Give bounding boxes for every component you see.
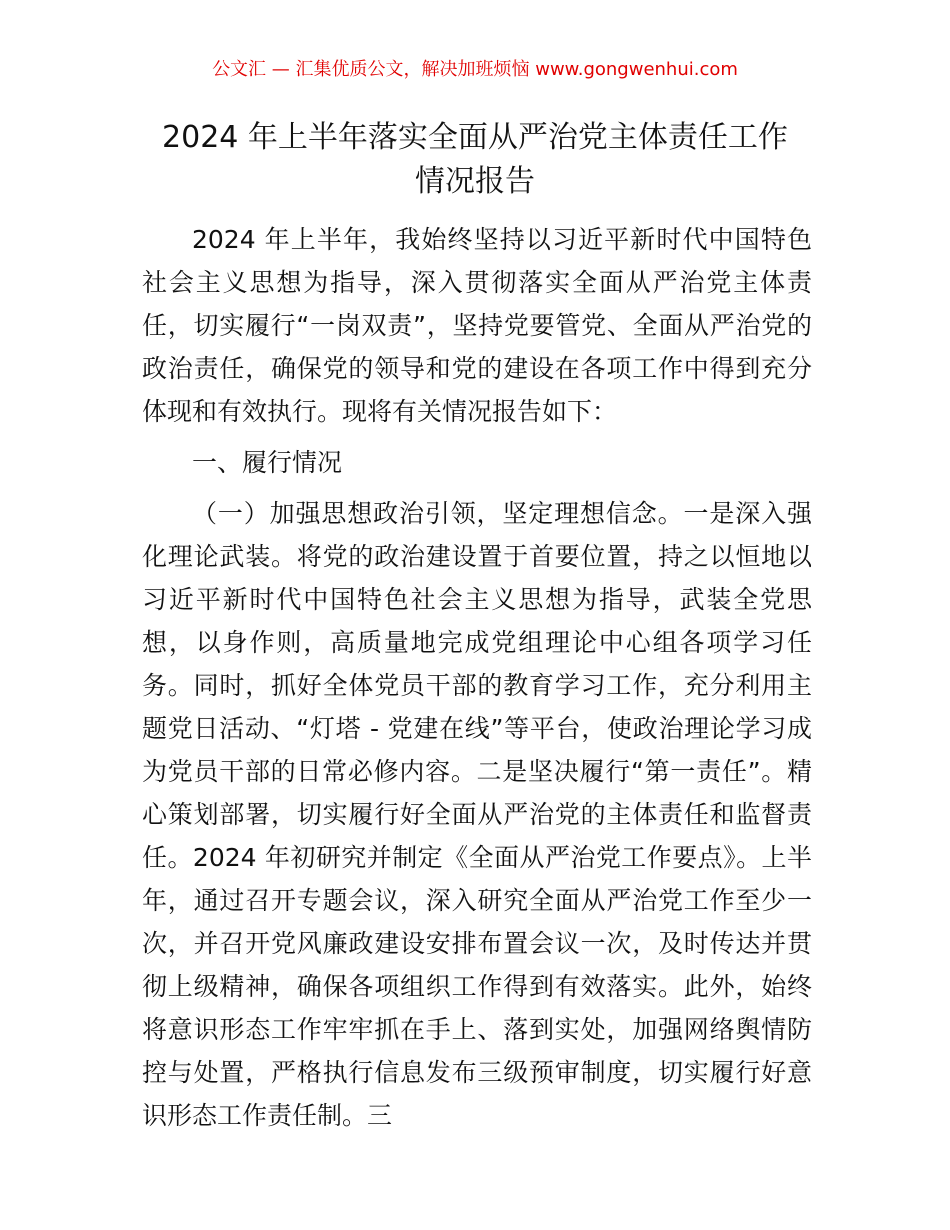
document-title-line-1: 2024 年上半年落实全面从严治党主体责任工作 (162, 120, 788, 155)
intro-paragraph: 2024 年上半年，我始终坚持以习近平新时代中国特色社会主义思想为指导，深入贯彻落实全面从严治党主体责任，切实履行“一岗双责”，坚持党要管党、全面从严治党的政治责任，确保党的领导和党的建设在各项工作中得到充分体现和有效执行。现将有关情况报告如下： (142, 225, 812, 426)
document-title-line-2: 情况报告 (415, 164, 535, 199)
section-paragraph: （一）加强思想政治引领，坚定理想信念。一是深入强化理论武装。将党的政治建设置于首要位置，持之以恒地以习近平新时代中国特色社会主义思想为指导，武装全党思想，以身作则，高质量地完成党组理论中心组各项学习任务。同时，抓好全体党员干部的教育学习工作，充分利用主题党日活动、“灯塔 - 党建在线”等平台，使政治理论学习成为党员干部的日常必修内容。二是坚决履行“第一责任”。精心策划部署，切实履行好全面从严治党的主体责任和监督责任。2024 年初研究并制定《全面从严治党工作要点》。上半年，通过召开专题会议，深入研究全面从严治党工作至少一次，并召开党风廉政建设安排布置会议一次，及时传达并贯彻上级精神，确保各项组织工作得到有效落实。此外，始终将意识形态工作牢牢抓在手上、落到实处，加强网络舆情防控与处置，严格执行信息发布三级预审制度，切实履行好意识形态工作责任制。三 (142, 499, 812, 1130)
header-banner: 公文汇 — 汇集优质公文，解决加班烦恼 www.gongwenhui.com (212, 59, 738, 80)
document-body (142, 218, 812, 1137)
section-heading: 一、履行情况 (192, 448, 343, 477)
document-title (100, 116, 850, 204)
